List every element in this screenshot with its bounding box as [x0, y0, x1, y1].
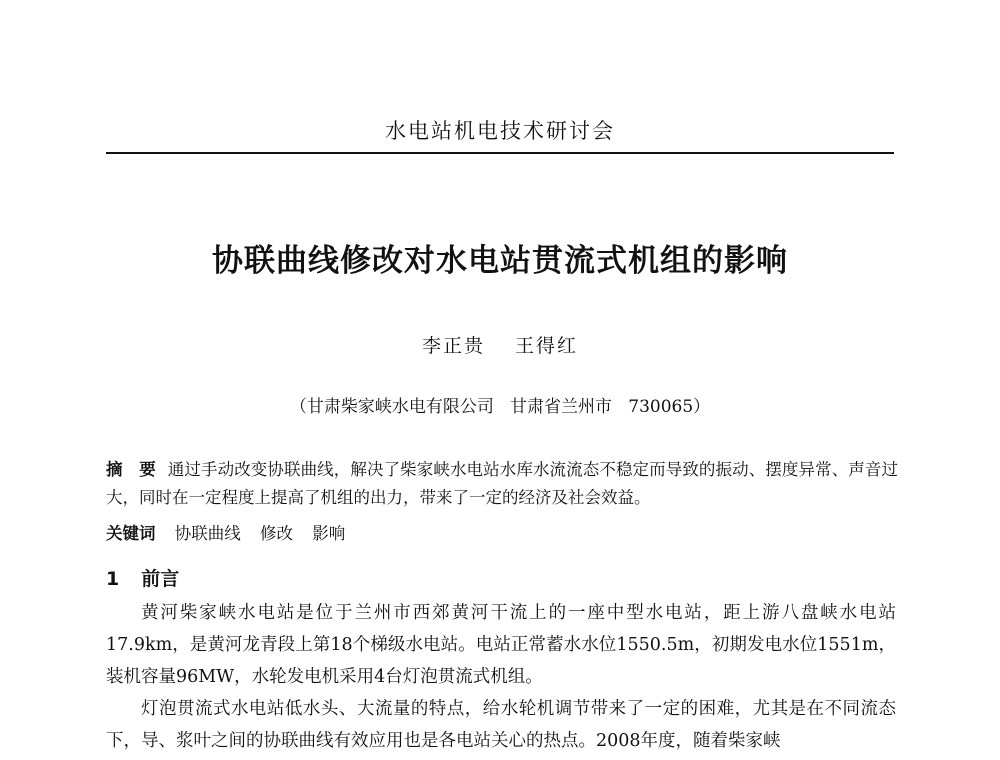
running-header: 水电站机电技术研讨会 — [385, 119, 615, 143]
keyword: 协联曲线 — [174, 524, 241, 543]
affiliation-postcode: 730065 — [628, 397, 694, 417]
body-paragraph: 黄河柴家峡水电站是位于兰州市西郊黄河干流上的一座中型水电站，距上游八盘峡水电站17.9km，是黄河龙青段上第18个梯级水电站。电站正常蓄水水位1550.5m，初期发电水位1551m，装机容量96MW，水轮发电机采用4台灯泡贯流式机组。 — [106, 603, 896, 687]
affiliation-org: 甘肃柴家峡水电有限公司 — [306, 397, 494, 417]
header-rule — [106, 152, 894, 154]
affiliation-place: 甘肃省兰州市 — [510, 397, 613, 417]
author-name: 王得红 — [515, 335, 579, 357]
affiliation-open-paren: （ — [289, 397, 307, 417]
affiliation-close-paren: ） — [693, 397, 711, 417]
author-list — [0, 333, 1000, 359]
keyword: 影响 — [312, 524, 346, 543]
keywords — [106, 520, 898, 548]
section-heading — [106, 566, 179, 592]
abstract — [106, 456, 898, 512]
keywords-label: 关键词 — [106, 524, 156, 543]
abstract-label: 摘 要 — [106, 460, 156, 479]
paper-title: 协联曲线修改对水电站贯流式机组的影响 — [212, 243, 788, 279]
section-title: 前言 — [141, 568, 180, 590]
affiliation — [0, 395, 1000, 419]
keyword: 修改 — [260, 524, 293, 543]
abstract-text: 通过手动改变协联曲线，解决了柴家峡水电站水库水流流态不稳定而导致的振动、摆度异常、声音过大，同时在一定程度上提高了机组的出力，带来了一定的经济及社会效益。 — [106, 460, 899, 507]
section-body — [106, 597, 896, 757]
author-name: 李正贵 — [421, 335, 485, 357]
body-paragraph: 灯泡贯流式水电站低水头、大流量的特点，给水轮机调节带来了一定的困难，尤其是在不同流态下，导、浆叶之间的协联曲线有效应用也是各电站关心的热点。2008年度，随着柴家峡 — [106, 699, 896, 751]
section-number: 1 — [106, 568, 120, 590]
